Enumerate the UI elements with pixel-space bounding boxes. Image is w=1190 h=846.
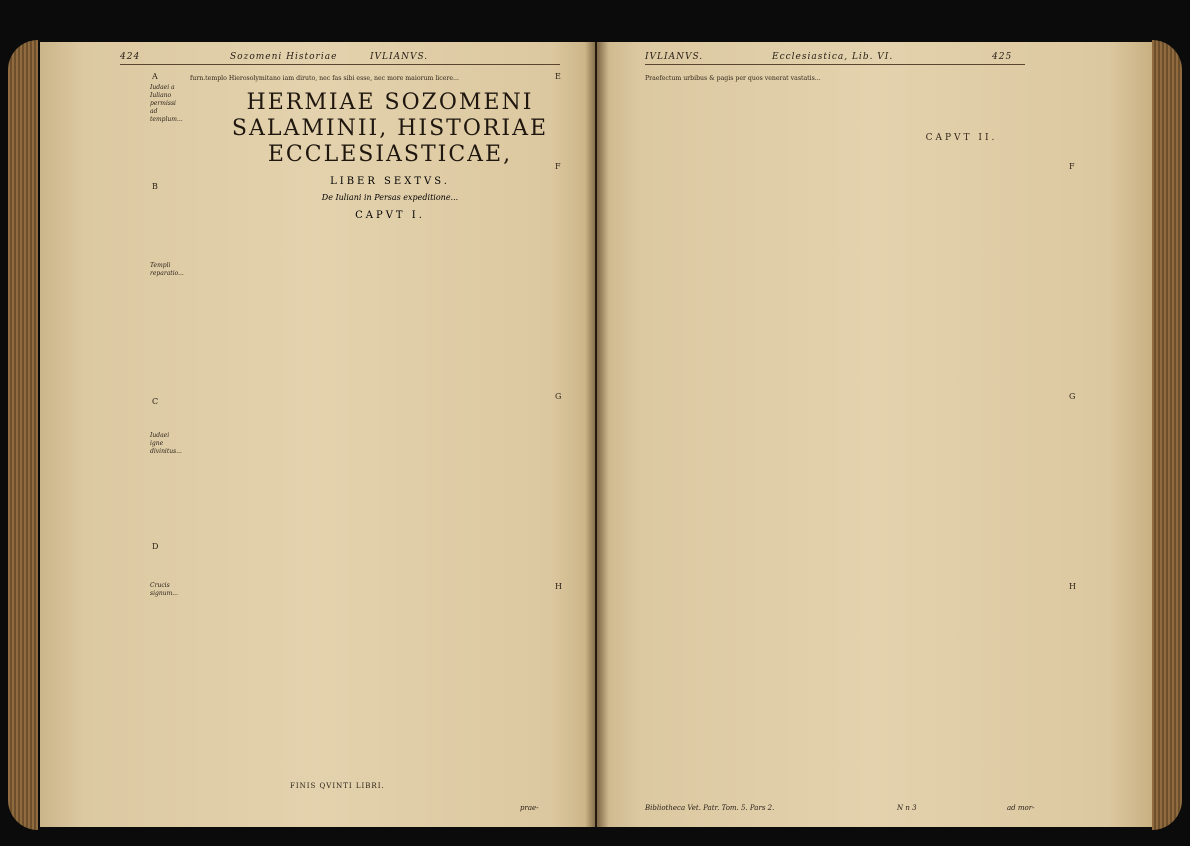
margin-letter: E <box>555 72 561 81</box>
margin-letter: H <box>555 582 562 591</box>
left-column-text: furn.templo Hierosolymitano iam diruto, nec fas sibi esse, nec more maiorum licere... <box>190 75 459 82</box>
margin-letter: B <box>152 182 158 191</box>
margin-letter: F <box>1069 162 1075 171</box>
signature-mark: N n 3 <box>897 804 917 812</box>
header-rule <box>120 64 560 65</box>
left-catchword: prae- <box>520 804 539 812</box>
margin-note: Iudaei a Iuliano permissi ad templum... <box>150 84 183 123</box>
right-page-edges <box>1152 40 1182 830</box>
chapter-2-heading: CAPVT II. <box>925 133 998 143</box>
margin-note: Templi reparatio... <box>150 262 184 277</box>
book-gutter <box>585 42 609 827</box>
right-running-head-left: IVLIANVS. <box>645 52 704 62</box>
margin-letter: F <box>555 162 561 171</box>
margin-note: Crucis signum... <box>150 582 178 597</box>
margin-letter: C <box>152 397 159 406</box>
left-page-edges <box>8 40 38 830</box>
finis-line: FINIS QVINTI LIBRI. <box>290 782 385 790</box>
liber-heading: LIBER SEXTVS. <box>330 176 450 187</box>
margin-letter: G <box>555 392 562 401</box>
left-running-head: Sozomeni Historiae <box>230 52 338 62</box>
left-running-head-right: IVLIANVS. <box>370 52 429 62</box>
book-title-block <box>200 90 580 221</box>
right-text-column-2 <box>859 74 1064 794</box>
margin-letter: D <box>152 542 159 551</box>
right-page <box>597 42 1152 827</box>
header-rule <box>645 64 1025 65</box>
chapter-1-heading: CAPVT I. <box>355 210 425 221</box>
right-catchword: ad mor- <box>1007 804 1035 812</box>
margin-note: Iudaei igne divinitus... <box>150 432 182 455</box>
margin-letter: A <box>152 72 158 81</box>
right-page-number: 425 <box>992 52 1013 62</box>
margin-letter: H <box>1069 582 1076 591</box>
book-title: HERMIAE SOZOMENI SALAMINII, HISTORIAE ECCLESIASTICAE, <box>231 90 549 167</box>
right-footer-source: Bibliotheca Vet. Patr. Tom. 5. Pars 2. <box>645 804 775 812</box>
right-text-column-1 <box>645 74 850 794</box>
left-page-number: 424 <box>120 52 141 62</box>
right-running-head: Ecclesiastica, Lib. VI. <box>772 52 894 62</box>
margin-letter: G <box>1069 392 1076 401</box>
right-column-text: Praefectum urbibus & pagis per quos venerat vastatis... <box>645 75 821 82</box>
book-subtitle: De Iuliani in Persas expeditione... <box>321 193 459 202</box>
